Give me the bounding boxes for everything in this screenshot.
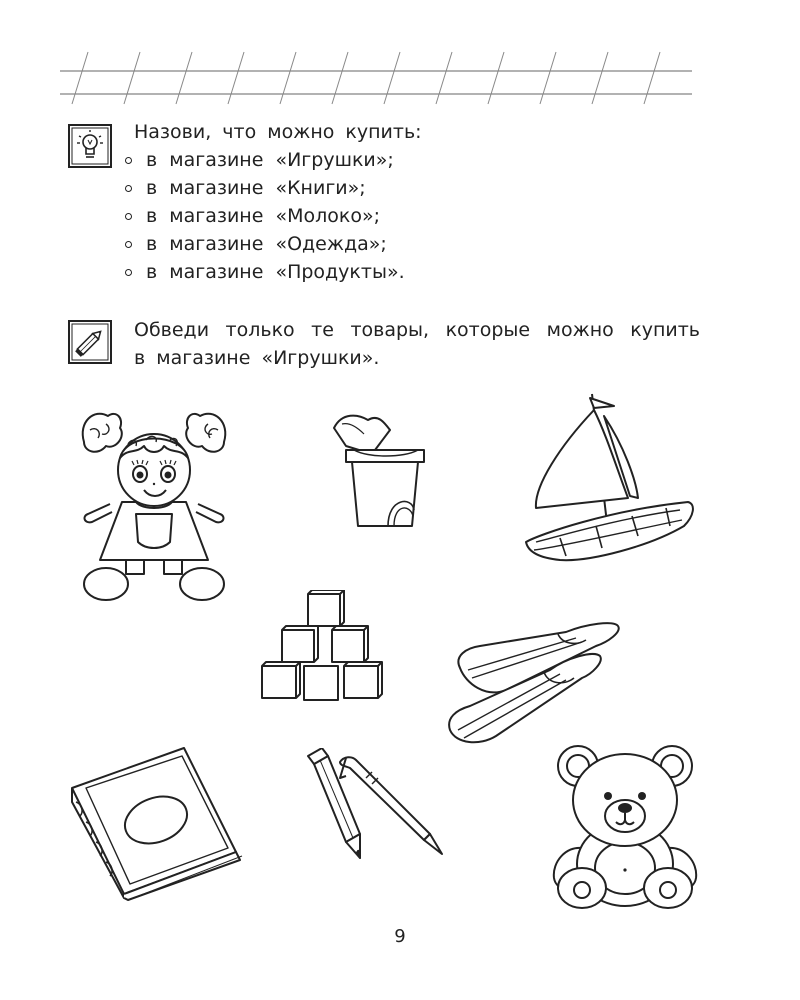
toy-blocks-picture bbox=[258, 590, 388, 704]
task2-line2: в магазине «Игрушки». bbox=[134, 347, 380, 369]
pencil-and-pen-picture bbox=[300, 748, 446, 864]
guide-slant-line bbox=[540, 52, 556, 104]
teddy-bear-picture bbox=[548, 742, 702, 910]
guide-slant-line bbox=[488, 52, 504, 104]
guide-slant-line bbox=[228, 52, 244, 104]
book-picture bbox=[64, 742, 246, 902]
store-item: в магазине «Игрушки»; bbox=[134, 146, 422, 174]
task1-prompt: Назови, что можно купить: bbox=[134, 121, 422, 143]
task1-text bbox=[134, 118, 422, 286]
pencil-icon bbox=[68, 320, 112, 364]
guide-slant-line bbox=[436, 52, 452, 104]
handwriting-guide-lines bbox=[0, 0, 800, 110]
store-list bbox=[134, 146, 422, 286]
task2-line1: Обведи только те товары, которые можно купить bbox=[134, 319, 700, 341]
guide-slant-line bbox=[332, 52, 348, 104]
swim-flippers-picture bbox=[446, 612, 626, 754]
guide-slant-line bbox=[644, 52, 660, 104]
task2-text bbox=[134, 316, 700, 372]
lightbulb-icon bbox=[68, 124, 112, 168]
guide-slant-line bbox=[384, 52, 400, 104]
doll-picture bbox=[76, 402, 232, 602]
store-item: в магазине «Книги»; bbox=[134, 174, 422, 202]
page-number: 9 bbox=[394, 926, 406, 947]
guide-slant-line bbox=[124, 52, 140, 104]
store-item: в магазине «Продукты». bbox=[134, 258, 422, 286]
guide-slant-line bbox=[592, 52, 608, 104]
guide-slant-line bbox=[176, 52, 192, 104]
yogurt-cup-picture bbox=[328, 410, 432, 534]
sailboat-picture bbox=[520, 386, 704, 572]
guide-slant-line bbox=[72, 52, 88, 104]
guide-slant-line bbox=[280, 52, 296, 104]
store-item: в магазине «Молоко»; bbox=[134, 202, 422, 230]
store-item: в магазине «Одежда»; bbox=[134, 230, 422, 258]
